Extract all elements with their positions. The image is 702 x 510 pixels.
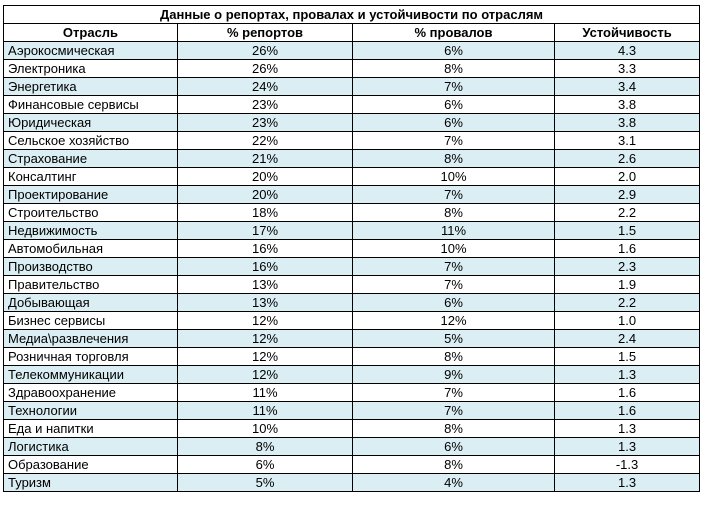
cell-industry: Энергетика <box>4 78 178 96</box>
cell-reports-percent: 20% <box>178 186 353 204</box>
table-row <box>4 240 700 258</box>
cell-resilience: 3.4 <box>555 78 700 96</box>
cell-failures-percent: 10% <box>353 240 555 258</box>
cell-industry: Образование <box>4 456 178 474</box>
cell-reports-percent: 12% <box>178 330 353 348</box>
cell-industry: Строительство <box>4 204 178 222</box>
table-row <box>4 222 700 240</box>
cell-resilience: 2.0 <box>555 168 700 186</box>
cell-failures-percent: 8% <box>353 60 555 78</box>
cell-resilience: 1.5 <box>555 348 700 366</box>
table-row <box>4 42 700 60</box>
cell-industry: Добывающая <box>4 294 178 312</box>
table-row <box>4 78 700 96</box>
cell-failures-percent: 10% <box>353 168 555 186</box>
cell-reports-percent: 8% <box>178 438 353 456</box>
cell-reports-percent: 21% <box>178 150 353 168</box>
table-row <box>4 258 700 276</box>
cell-industry: Телекоммуникации <box>4 366 178 384</box>
cell-reports-percent: 26% <box>178 60 353 78</box>
table-row <box>4 168 700 186</box>
table-row <box>4 114 700 132</box>
cell-reports-percent: 24% <box>178 78 353 96</box>
cell-failures-percent: 11% <box>353 222 555 240</box>
table-body <box>4 42 700 492</box>
table-title: Данные о репортах, провалах и устойчивости по отраслям <box>4 6 700 24</box>
cell-industry: Недвижимость <box>4 222 178 240</box>
cell-resilience: 3.8 <box>555 114 700 132</box>
column-header-failures: % провалов <box>353 24 555 42</box>
table-row <box>4 186 700 204</box>
table-row <box>4 348 700 366</box>
column-header-industry: Отрасль <box>4 24 178 42</box>
table-row <box>4 384 700 402</box>
cell-failures-percent: 5% <box>353 330 555 348</box>
cell-industry: Электроника <box>4 60 178 78</box>
cell-reports-percent: 11% <box>178 402 353 420</box>
cell-industry: Юридическая <box>4 114 178 132</box>
cell-failures-percent: 6% <box>353 96 555 114</box>
cell-failures-percent: 7% <box>353 132 555 150</box>
cell-failures-percent: 7% <box>353 384 555 402</box>
cell-industry: Аэрокосмическая <box>4 42 178 60</box>
cell-failures-percent: 7% <box>353 258 555 276</box>
cell-reports-percent: 17% <box>178 222 353 240</box>
cell-reports-percent: 5% <box>178 474 353 492</box>
cell-resilience: 3.8 <box>555 96 700 114</box>
table-row <box>4 60 700 78</box>
cell-reports-percent: 13% <box>178 294 353 312</box>
table-row <box>4 294 700 312</box>
cell-reports-percent: 12% <box>178 366 353 384</box>
cell-resilience: 1.3 <box>555 438 700 456</box>
cell-failures-percent: 6% <box>353 114 555 132</box>
cell-resilience: 2.4 <box>555 330 700 348</box>
cell-failures-percent: 12% <box>353 312 555 330</box>
cell-resilience: 1.6 <box>555 240 700 258</box>
cell-reports-percent: 10% <box>178 420 353 438</box>
table-row <box>4 312 700 330</box>
table-row <box>4 456 700 474</box>
cell-reports-percent: 18% <box>178 204 353 222</box>
cell-resilience: 1.9 <box>555 276 700 294</box>
cell-industry: Бизнес сервисы <box>4 312 178 330</box>
cell-industry: Автомобильная <box>4 240 178 258</box>
column-header-reports: % репортов <box>178 24 353 42</box>
cell-failures-percent: 8% <box>353 204 555 222</box>
cell-reports-percent: 20% <box>178 168 353 186</box>
cell-reports-percent: 12% <box>178 348 353 366</box>
cell-industry: Консалтинг <box>4 168 178 186</box>
cell-resilience: 4.3 <box>555 42 700 60</box>
table-row <box>4 420 700 438</box>
cell-failures-percent: 8% <box>353 420 555 438</box>
cell-reports-percent: 6% <box>178 456 353 474</box>
cell-industry: Здравоохранение <box>4 384 178 402</box>
cell-resilience: -1.3 <box>555 456 700 474</box>
column-header-resilience: Устойчивость <box>555 24 700 42</box>
cell-resilience: 2.3 <box>555 258 700 276</box>
table-row <box>4 330 700 348</box>
cell-resilience: 1.0 <box>555 312 700 330</box>
cell-industry: Страхование <box>4 150 178 168</box>
table-row <box>4 150 700 168</box>
cell-reports-percent: 23% <box>178 96 353 114</box>
cell-reports-percent: 23% <box>178 114 353 132</box>
cell-industry: Медиа\развлечения <box>4 330 178 348</box>
table-row <box>4 132 700 150</box>
cell-resilience: 1.3 <box>555 420 700 438</box>
cell-failures-percent: 8% <box>353 456 555 474</box>
cell-industry: Логистика <box>4 438 178 456</box>
cell-industry: Технологии <box>4 402 178 420</box>
cell-industry: Производство <box>4 258 178 276</box>
cell-resilience: 3.1 <box>555 132 700 150</box>
cell-resilience: 1.5 <box>555 222 700 240</box>
cell-reports-percent: 16% <box>178 258 353 276</box>
cell-failures-percent: 9% <box>353 366 555 384</box>
cell-resilience: 2.6 <box>555 150 700 168</box>
cell-failures-percent: 8% <box>353 348 555 366</box>
cell-failures-percent: 6% <box>353 42 555 60</box>
table-row <box>4 204 700 222</box>
industry-data-table <box>3 5 700 492</box>
cell-industry: Правительство <box>4 276 178 294</box>
table-container <box>3 5 700 492</box>
cell-resilience: 2.2 <box>555 294 700 312</box>
table-row <box>4 366 700 384</box>
cell-failures-percent: 8% <box>353 150 555 168</box>
cell-resilience: 2.9 <box>555 186 700 204</box>
cell-failures-percent: 7% <box>353 186 555 204</box>
cell-reports-percent: 12% <box>178 312 353 330</box>
cell-resilience: 3.3 <box>555 60 700 78</box>
cell-failures-percent: 6% <box>353 294 555 312</box>
cell-failures-percent: 6% <box>353 438 555 456</box>
cell-industry: Проектирование <box>4 186 178 204</box>
cell-reports-percent: 11% <box>178 384 353 402</box>
cell-reports-percent: 13% <box>178 276 353 294</box>
cell-failures-percent: 7% <box>353 78 555 96</box>
cell-resilience: 1.3 <box>555 474 700 492</box>
cell-industry: Розничная торговля <box>4 348 178 366</box>
cell-failures-percent: 7% <box>353 276 555 294</box>
cell-failures-percent: 7% <box>353 402 555 420</box>
cell-failures-percent: 4% <box>353 474 555 492</box>
cell-industry: Сельское хозяйство <box>4 132 178 150</box>
table-row <box>4 276 700 294</box>
table-row <box>4 474 700 492</box>
table-row <box>4 438 700 456</box>
cell-industry: Туризм <box>4 474 178 492</box>
table-row <box>4 402 700 420</box>
cell-resilience: 2.2 <box>555 204 700 222</box>
cell-reports-percent: 22% <box>178 132 353 150</box>
cell-industry: Финансовые сервисы <box>4 96 178 114</box>
cell-resilience: 1.3 <box>555 366 700 384</box>
cell-reports-percent: 26% <box>178 42 353 60</box>
cell-resilience: 1.6 <box>555 402 700 420</box>
cell-industry: Еда и напитки <box>4 420 178 438</box>
cell-resilience: 1.6 <box>555 384 700 402</box>
cell-reports-percent: 16% <box>178 240 353 258</box>
table-row <box>4 96 700 114</box>
